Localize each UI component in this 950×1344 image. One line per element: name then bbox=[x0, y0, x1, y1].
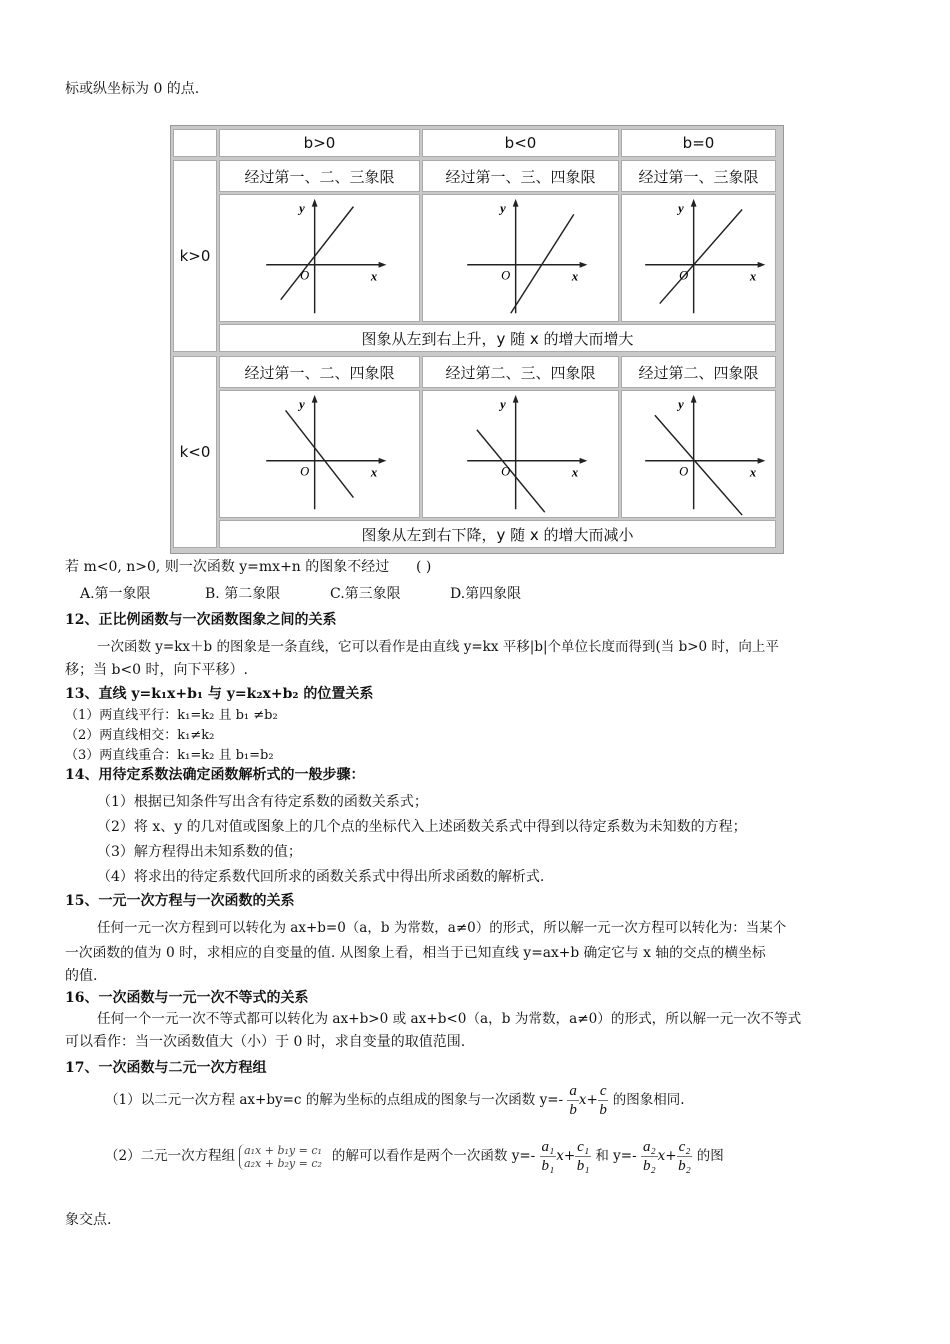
row-header: k<0 bbox=[173, 356, 217, 548]
section-13-item: （3）两直线重合：k₁=k₂ 且 b₁=b₂ bbox=[65, 748, 274, 763]
option-b: B. 第二象限 bbox=[205, 586, 281, 602]
y-label: y bbox=[678, 201, 684, 216]
math-symbol: b₂ bbox=[678, 1158, 691, 1174]
x-label: x bbox=[749, 269, 757, 284]
section-17-title: 17、一次函数与二元一次方程组 bbox=[65, 1060, 267, 1076]
math-symbol: c bbox=[599, 1083, 607, 1099]
section-17-item-2-end: 象交点. bbox=[65, 1212, 112, 1228]
section-16-para: 任何一个一元一次不等式都可以转化为 ax+b>0 或 ax+b<0（a，b 为常数，a≠0）的形式，所以解一元一次不等式 bbox=[97, 1011, 802, 1027]
y-axis-arrow bbox=[513, 199, 519, 207]
quadrant-text: 经过第二、四象限 bbox=[621, 356, 776, 388]
math-symbol: a₂ bbox=[642, 1139, 656, 1155]
math-symbol: a₂x + b₂y = c₂ bbox=[244, 1156, 322, 1170]
row-header: k>0 bbox=[173, 160, 217, 352]
math-symbol: b bbox=[599, 1102, 607, 1118]
graph-k-pos-b-neg bbox=[422, 194, 619, 322]
math-symbol: c₂ bbox=[678, 1139, 691, 1155]
item-text: （1）以二元一次方程 ax+by=c 的解为坐标的点组成的图象与一次函数 y=- bbox=[105, 1092, 564, 1108]
y-axis-arrow bbox=[513, 395, 519, 403]
row-caption: 图象从左到右上升，y 随 x 的增大而增大 bbox=[219, 324, 776, 352]
math-symbol: c₁ bbox=[577, 1139, 590, 1155]
math-symbol: b₂ bbox=[642, 1158, 656, 1174]
section-14-title: 14、用待定系数法确定函数解析式的一般步骤： bbox=[65, 767, 365, 783]
function-line bbox=[477, 430, 545, 512]
origin-label: O bbox=[300, 268, 310, 283]
y-label: y bbox=[500, 397, 506, 412]
y-axis-arrow bbox=[312, 199, 318, 207]
question-text: 若 m<0, n>0, 则一次函数 y=mx+n 的图象不经过 bbox=[65, 559, 390, 575]
option-c: C.第三象限 bbox=[330, 586, 401, 602]
origin-label: O bbox=[501, 268, 511, 283]
linear-function-table bbox=[170, 125, 784, 554]
math-symbol: b bbox=[569, 1102, 577, 1118]
y-label: y bbox=[500, 201, 506, 216]
quadrant-text: 经过第一、三、四象限 bbox=[422, 160, 619, 192]
corner-cell bbox=[173, 129, 217, 157]
x-axis-arrow bbox=[580, 262, 588, 268]
math-symbol: x bbox=[556, 1148, 564, 1164]
equation-system bbox=[239, 1144, 322, 1170]
section-13-item: （2）两直线相交：k₁≠k₂ bbox=[65, 728, 215, 743]
math-symbol: a₁x + b₁y = c₁ bbox=[244, 1143, 322, 1157]
math-symbol: x bbox=[657, 1148, 666, 1164]
section-15-para: 一次函数的值为 0 时，求相应的自变量的值. 从图象上看，相当于已知直线 y=ax+b 确定它与 x 轴的交点的横坐标 bbox=[65, 945, 766, 961]
section-17-item-2 bbox=[105, 1138, 724, 1175]
section-12-para: 一次函数 y=kx＋b 的图象是一条直线，它可以看作是由直线 y=kx 平移|b|个单位长度而得到(当 b>0 时，向上平 bbox=[97, 639, 779, 655]
section-12-title: 12、正比例函数与一次函数图象之间的关系 bbox=[65, 612, 337, 628]
section-14-item: （4）将求出的待定系数代回所求的函数关系式中得出所求函数的解析式. bbox=[97, 869, 545, 885]
function-line bbox=[655, 415, 742, 515]
intro-text: 标或纵坐标为 0 的点. bbox=[65, 81, 200, 97]
math-symbol: + bbox=[665, 1148, 677, 1164]
math-symbol: a bbox=[569, 1083, 577, 1099]
y-axis-arrow bbox=[691, 395, 697, 403]
fraction bbox=[567, 1082, 579, 1119]
math-symbol: - bbox=[632, 1148, 637, 1164]
col-header: b=0 bbox=[621, 129, 776, 157]
section-14-item: （2）将 x、y 的几对值或图象上的几个点的坐标代入上述函数关系式中得到以待定系数为未知数的方程； bbox=[97, 819, 747, 835]
col-header: b>0 bbox=[219, 129, 420, 157]
math-symbol: b₁ bbox=[576, 1158, 590, 1174]
fraction bbox=[677, 1138, 693, 1175]
x-label: x bbox=[571, 269, 579, 284]
graph-k-neg-b-pos bbox=[219, 390, 420, 518]
option-d: D.第四象限 bbox=[450, 586, 522, 602]
y-axis-arrow bbox=[691, 199, 697, 207]
origin-label: O bbox=[300, 464, 310, 479]
function-line bbox=[286, 410, 354, 497]
item-text: 的图 bbox=[696, 1148, 724, 1164]
section-16-para: 可以看作：当一次函数值大（小）于 0 时，求自变量的取值范围. bbox=[65, 1034, 466, 1050]
math-symbol: x bbox=[578, 1092, 587, 1108]
quadrant-text: 经过第一、二、四象限 bbox=[219, 356, 420, 388]
item-text: 的图象相同. bbox=[612, 1092, 685, 1108]
y-label: y bbox=[299, 201, 305, 216]
section-13-item: （1）两直线平行：k₁=k₂ 且 b₁ ≠b₂ bbox=[65, 708, 278, 723]
fraction bbox=[641, 1138, 658, 1175]
graph-k-pos-b-zero bbox=[621, 194, 776, 322]
function-line bbox=[511, 214, 574, 313]
item-text: 和 y= bbox=[595, 1148, 633, 1164]
section-15-title: 15、一元一次方程与一次函数的关系 bbox=[65, 893, 295, 909]
x-label: x bbox=[370, 465, 378, 480]
x-axis-arrow bbox=[580, 458, 588, 464]
section-17-item-1 bbox=[105, 1082, 685, 1119]
item-text: 的解可以看作是两个一次函数 y= bbox=[331, 1148, 531, 1164]
function-line bbox=[660, 210, 742, 304]
x-axis-arrow bbox=[379, 458, 387, 464]
section-14-item: （1）根据已知条件写出含有待定系数的函数关系式； bbox=[97, 794, 428, 810]
option-a: A.第一象限 bbox=[80, 586, 151, 602]
quadrant-text: 经过第二、三、四象限 bbox=[422, 356, 619, 388]
section-14-item: （3）解方程得出未知系数的值； bbox=[97, 844, 302, 860]
x-label: x bbox=[749, 465, 757, 480]
math-symbol: + bbox=[563, 1148, 576, 1164]
row-caption: 图象从左到右下降，y 随 x 的增大而减小 bbox=[219, 520, 776, 548]
section-15-para: 的值. bbox=[65, 968, 98, 984]
math-symbol: - bbox=[530, 1148, 536, 1164]
function-line bbox=[281, 207, 354, 300]
answer-bracket: ( ) bbox=[415, 559, 432, 575]
question-stem bbox=[65, 556, 431, 576]
section-12-para: 移；当 b<0 时，向下平移）. bbox=[65, 662, 248, 678]
x-axis-arrow bbox=[758, 262, 766, 268]
section-16-title: 16、一次函数与一元一次不等式的关系 bbox=[65, 990, 309, 1006]
x-axis-arrow bbox=[379, 262, 387, 268]
section-15-para: 任何一元一次方程到可以转化为 ax+b=0（a，b 为常数，a≠0）的形式，所以解一元一次方程可以转化为：当某个 bbox=[97, 920, 787, 936]
origin-label: O bbox=[679, 464, 689, 479]
x-label: x bbox=[571, 465, 579, 480]
graph-k-pos-b-pos bbox=[219, 194, 420, 322]
x-label: x bbox=[370, 269, 378, 284]
quadrant-text: 经过第一、三象限 bbox=[621, 160, 776, 192]
x-axis-arrow bbox=[758, 458, 766, 464]
y-axis-arrow bbox=[312, 395, 318, 403]
col-header: b<0 bbox=[422, 129, 619, 157]
fraction bbox=[575, 1138, 591, 1175]
graph-k-neg-b-neg bbox=[422, 390, 619, 518]
y-label: y bbox=[299, 397, 305, 412]
fraction bbox=[540, 1138, 557, 1175]
origin-label: O bbox=[679, 268, 689, 283]
origin-label: O bbox=[501, 464, 511, 479]
math-symbol: b₁ bbox=[541, 1158, 555, 1174]
math-symbol: + bbox=[586, 1092, 598, 1108]
section-13-title: 13、直线 y=k₁x+b₁ 与 y=k₂x+b₂ 的位置关系 bbox=[65, 686, 374, 702]
quadrant-text: 经过第一、二、三象限 bbox=[219, 160, 420, 192]
fraction bbox=[598, 1082, 609, 1119]
y-label: y bbox=[678, 397, 684, 412]
math-symbol: a₁ bbox=[541, 1139, 555, 1155]
item-text: （2）二元一次方程组 bbox=[105, 1148, 236, 1164]
graph-k-neg-b-zero bbox=[621, 390, 776, 518]
